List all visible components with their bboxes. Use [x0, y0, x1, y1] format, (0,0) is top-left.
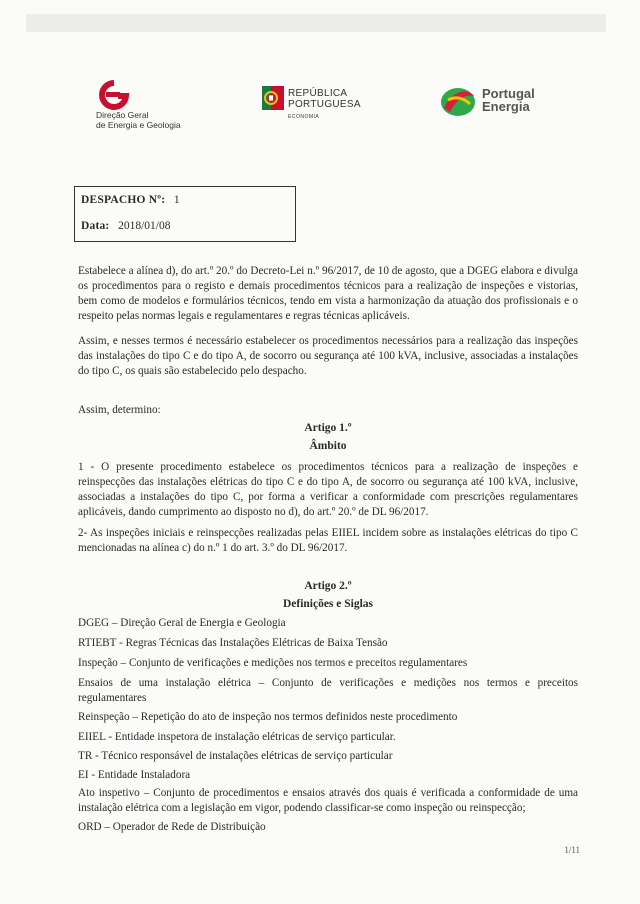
- definition-item: EI - Entidade Instaladora: [78, 769, 191, 781]
- artigo1-paragraph-1: 1 - O presente procedimento estabelece os procedimentos técnicos para a realização de inspeções e reinspecções das instalações elétricas do tipo C e do tipo A, de socorro ou segurança até 100 kVA, inclusive, associadas a instalações do tipo C, por forma a verificar a conformidade com prescrições regulamentares aplicáveis, dando cumprimento ao disposto no d), do art.º 20.º de DL 96/2017.: [78, 461, 578, 518]
- definition-item: Reinspeção – Repetição do ato de inspeção nos termos definidos neste procedimento: [78, 711, 458, 723]
- definition-item: ORD – Operador de Rede de Distribuição: [78, 821, 266, 833]
- republica-line2: PORTUGUESA: [288, 99, 361, 110]
- despacho-label: DESPACHO Nº:: [81, 194, 166, 206]
- dgeg-emblem-icon: [96, 80, 132, 110]
- dgeg-logo: [96, 80, 206, 136]
- scan-shadow: [26, 14, 606, 32]
- republica-line1: REPÚBLICA: [288, 88, 348, 99]
- artigo2-title: Artigo 2.º: [304, 580, 352, 592]
- republica-portuguesa-logo: [262, 84, 382, 134]
- page-number: 1/11: [564, 845, 580, 855]
- portugal-flag-shield-icon: [262, 84, 284, 114]
- portugal-energia-line1: Portugal: [482, 86, 535, 101]
- definition-item: Ato inspetivo – Conjunto de procedimentos e ensaios através dos quais é verificada a conformidade de uma instalação elétrica com a legislação em vigor, podendo classificar-se como inspeção ou reinspecção;: [78, 787, 578, 814]
- definition-item: TR - Técnico responsável de instalações elétricas de serviço particular: [78, 750, 393, 762]
- definition-item: RTIEBT - Regras Técnicas das Instalações Elétricas de Baixa Tensão: [78, 637, 388, 649]
- despacho-header-box: [74, 186, 296, 242]
- artigo1-subtitle: Âmbito: [309, 440, 347, 452]
- definition-item: DGEG – Direção Geral de Energia e Geologia: [78, 617, 286, 629]
- intro-determino: Assim, determino:: [78, 404, 161, 416]
- portugal-energia-logo: [438, 84, 558, 124]
- definition-item: EIIEL - Entidade inspetora de instalação elétricas de serviço particular.: [78, 731, 396, 743]
- intro-paragraph-1: Estabelece a alínea d), do art.º 20.º do Decreto-Lei n.º 96/2017, de 10 de agosto, que a DGEG elabora e divulga os procedimentos para o registo e demais procedimentos técnicos para a realização de inspeções e vistorias, bem como de modelos e formulários técnicos, tendo em vista a harmonização da atuação dos profissionais e o respeito pelas normas legais e regulamentares e regras técnicas aplicáveis.: [78, 265, 578, 322]
- data-label: Data:: [81, 220, 110, 232]
- data-value: 2018/01/08: [118, 220, 171, 232]
- portugal-energia-swirl-icon: [438, 84, 478, 120]
- artigo2-subtitle: Definições e Siglas: [282, 598, 374, 610]
- portugal-energia-line2: Energia: [482, 99, 530, 114]
- dgeg-name-line2: de Energia e Geologia: [96, 120, 181, 130]
- republica-line3: ECONOMIA: [288, 114, 320, 120]
- artigo1-title: Artigo 1.º: [304, 422, 352, 434]
- despacho-number: 1: [173, 194, 180, 206]
- definition-item: Inspeção – Conjunto de verificações e medições nos termos e preceitos regulamentares: [78, 657, 468, 669]
- artigo1-paragraph-2: 2- As inspeções iniciais e reinspecções realizadas pelas EIIEL incidem sobre as instalações elétricas do tipo C mencionadas na alínea c) do n.º 1 do art. 3.º do DL 96/2017.: [78, 527, 578, 554]
- intro-paragraph-2: Assim, e nesses termos é necessário estabelecer os procedimentos necessários para a realização das inspeções das instalações do tipo C e do tipo A, de socorro ou segurança até 100 kVA, inclusive, associadas a instalações do tipo C, os quais são estabelecido pelo despacho.: [78, 335, 578, 377]
- definition-item: Ensaios de uma instalação elétrica – Conjunto de verificações e medições nos termos e preceitos regulamentares: [78, 677, 578, 704]
- dgeg-name-line1: Direção Geral: [96, 110, 149, 120]
